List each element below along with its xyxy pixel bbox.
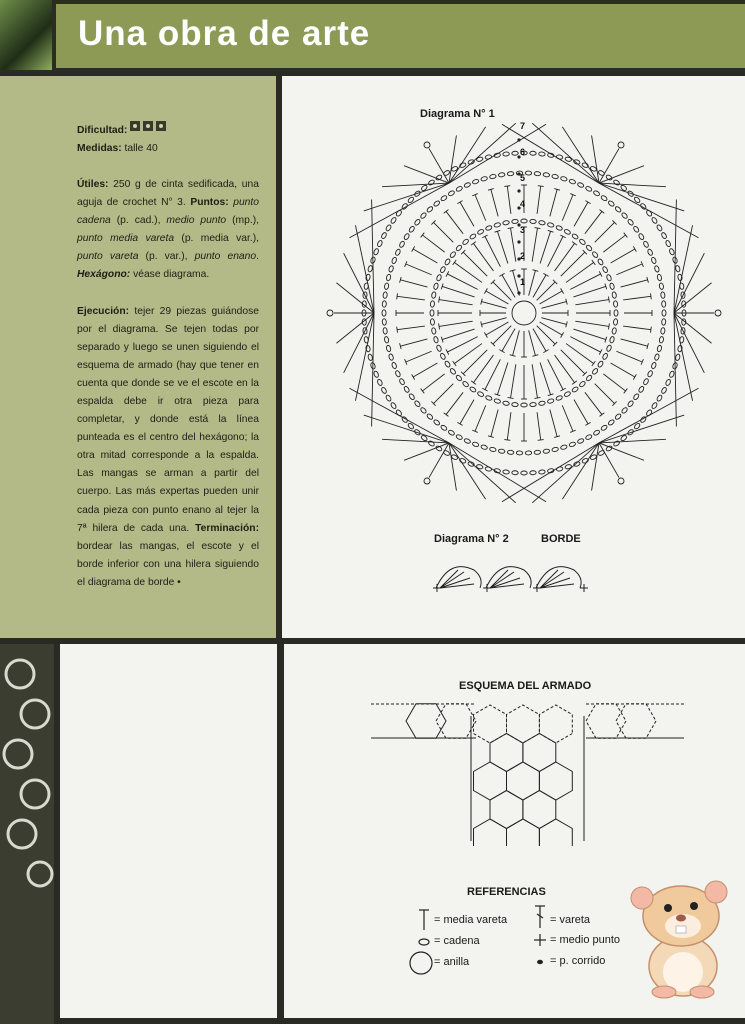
diagram2-chart <box>428 556 598 606</box>
row-number: 1 <box>520 277 526 287</box>
punto-cadena: punto cadena <box>77 197 259 227</box>
measures-value: talle 40 <box>124 142 158 154</box>
puntos-label: Puntos: <box>190 197 229 209</box>
referencias-title: REFERENCIAS <box>467 886 546 898</box>
lace-pattern <box>0 644 54 1024</box>
punto-vareta: punto vareta <box>77 251 139 263</box>
medio-punto: medio punto <box>166 215 227 227</box>
esquema-title: ESQUEMA DEL ARMADO <box>459 680 592 692</box>
row-number: 7 <box>520 121 526 131</box>
row-number: 4 <box>520 199 526 209</box>
punto-text: (p. var.), <box>138 251 195 263</box>
blank-panel <box>60 644 277 1018</box>
punto-text: . <box>256 251 259 263</box>
diagram2-subtitle: BORDE <box>541 533 581 545</box>
row-number: 2 <box>520 251 526 261</box>
instructions-text <box>77 121 259 592</box>
ref-p-corrido: = p. corrido <box>550 955 606 967</box>
punto-text: (mp.), <box>226 215 259 227</box>
difficulty-label: Dificultad: <box>77 124 128 136</box>
diagram1-chart <box>305 120 745 520</box>
row-number: 6 <box>520 147 526 157</box>
diagram1-title: Diagrama N° 1 <box>420 108 495 120</box>
ejecucion-label: Ejecución: <box>77 305 130 317</box>
utiles-label: Útiles: <box>77 178 109 190</box>
ref-medio-punto: = medio punto <box>550 934 621 946</box>
punto-text: (p. cad.), <box>110 215 167 227</box>
diagram2-title: Diagrama N° 2 <box>434 533 509 545</box>
hexagono-label: Hexágono: <box>77 269 131 281</box>
punto-text: (p. media var.), <box>174 233 259 245</box>
ref-vareta: = vareta <box>550 914 591 926</box>
page-title: Una obra de arte <box>78 14 371 53</box>
punto-media-vareta: punto media vareta <box>77 233 175 245</box>
hexagono-text: véase diagrama. <box>130 269 210 281</box>
row-number: 3 <box>520 225 526 235</box>
utiles-text: 250 g de cinta sedificada, una aguja de crochet N° 3. <box>77 178 259 209</box>
terminacion-text: bordear las mangas, el escote y el borde inferior con una hilera siguiendo el diagrama de borde • <box>77 540 259 588</box>
measures-label: Medidas: <box>77 142 122 154</box>
header-photo <box>0 0 52 70</box>
lace-photo <box>0 644 54 1024</box>
ref-cadena: = cadena <box>434 935 480 947</box>
terminacion-label: Terminación: <box>195 522 259 534</box>
ejecucion-text: tejer 29 piezas guiándose por el diagrama. Se tejen todas por separado y luego se unen siguiendo el esquema de armado (hay que tener en cuenta que donde se ve el escote en la espalda debe ir otra pieza para completar, y donde está la línea punteada es el centro del hexágono; la otra mitad corresponde a la espalda. Las mangas se arman a partir del cuerpo. Las más expertas pueden unir cada pieza con punto enano al tejer la 7ª hilera de cada una. <box>77 305 259 534</box>
ref-anilla: = anilla <box>434 956 470 968</box>
esquema-chart <box>366 696 696 846</box>
difficulty-icons <box>130 121 169 139</box>
ref-media-vareta: = media vareta <box>434 914 508 926</box>
punto-enano: punto enano <box>194 251 257 263</box>
row-number: 5 <box>520 173 526 183</box>
hamster-mascot-icon <box>628 878 738 1003</box>
header <box>0 0 745 72</box>
